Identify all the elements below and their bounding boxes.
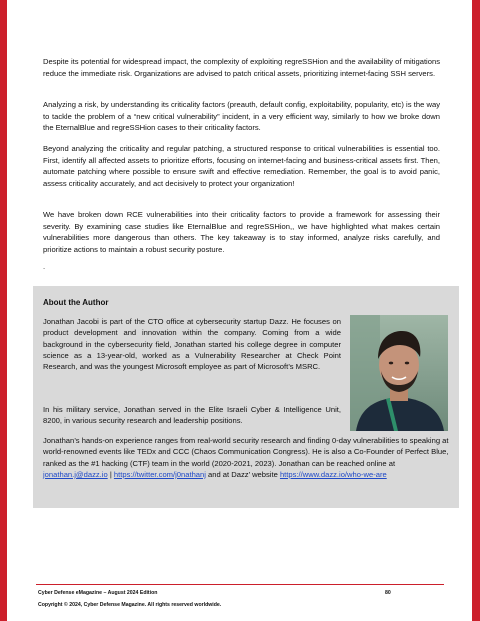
- author-bio-2-block: [43, 404, 341, 427]
- author-bio-1-block: [43, 316, 341, 372]
- author-photo: [350, 315, 448, 431]
- footer-page-number: 80: [385, 590, 391, 596]
- about-author-heading: About the Author: [43, 298, 109, 307]
- body-paragraph-5: .: [43, 262, 46, 271]
- author-bio-paragraph-3-text: Jonathan’s hands-on experience ranges from real-world security research and finding 0-day vulnerabilities to speaking at world-renowned events like TEDx and CCC (Chaos Communication Congress). He is also a Co-Founder of Perfect Blue, ranked as the #1 hacking (CTF) team in the world (2020-2021, 2023). Jonathan can be reached online at: [43, 436, 449, 468]
- body-paragraph-3: Beyond analyzing the criticality and regular patching, a structured response to critical vulnerabilities is essential too. First, identify all affected assets to prioritize efforts, focusing on internet-facing and business-critical assets first. Then, automate patching where possible to ensure swift and effective remediation. Remember, the goal is to avoid panic, assess criticality accurately, and act decisively to protect your organization!: [43, 144, 440, 188]
- author-bio-3-block: [43, 435, 449, 480]
- author-website-intro: and at Dazz’ website: [205, 469, 280, 479]
- link-separator: |: [107, 469, 114, 479]
- author-email-link[interactable]: jonathan.j@dazz.io: [43, 469, 108, 479]
- footer-divider: [36, 584, 444, 585]
- footer-copyright: Copyright © 2024, Cyber Defense Magazine. All rights reserved worldwide.: [38, 602, 222, 608]
- body-paragraph-4: We have broken down RCE vulnerabilities into their criticality factors to provide a framework for assessing their severity. By examining case studies like EternalBlue and regreSSHion,, we have highlighted what makes certain vulnerabilities more dangerous than others. The key takeaway is to stay informed, analyze risks carefully, and prioritize actions to maintain a robust security posture.: [43, 210, 440, 254]
- author-bio-paragraph-2: In his military service, Jonathan served in the Elite Israeli Cyber & Intelligence Unit, 8200, in various security research and leadership positions.: [43, 405, 341, 426]
- author-twitter-link[interactable]: https://twitter.com/j0nathanj: [113, 469, 206, 479]
- left-red-border: [0, 0, 7, 621]
- body-paragraph-2: Analyzing a risk, by understanding its criticality factors (preauth, default config, exploitability, popularity, etc) is the way to tackle the problem of a “new critical vulnerability” incident, in a very efficient way, similarly to how we broke down the EternalBlue and regreSSHion cases to their criticality factors.: [43, 100, 440, 133]
- author-bio-paragraph-3: [43, 435, 449, 480]
- author-website-link[interactable]: https://www.dazz.io/who-we-are: [279, 469, 387, 479]
- footer-edition: Cyber Defense eMagazine – August 2024 Edition: [38, 590, 158, 596]
- author-bio-paragraph-1: Jonathan Jacobi is part of the CTO office at cybersecurity startup Dazz. He focuses on product development and innovation within the company. Coming from a wide background in the cybersecurity field, Jonathan started his college degree in computer science as a 13-year-old, worked as a Vulnerability Researcher at Check Point Research, and was the youngest Microsoft employee as part of Microsoft’s MSRC.: [43, 317, 341, 372]
- about-author-box: [33, 286, 459, 508]
- right-red-border: [472, 0, 480, 621]
- body-paragraph-1: Despite its potential for widespread impact, the complexity of exploiting regreSSHion and the availability of mitigations reduce the immediate risk. Organizations are advised to patch critical assets, prioritizing internet-facing SSH servers.: [43, 57, 440, 78]
